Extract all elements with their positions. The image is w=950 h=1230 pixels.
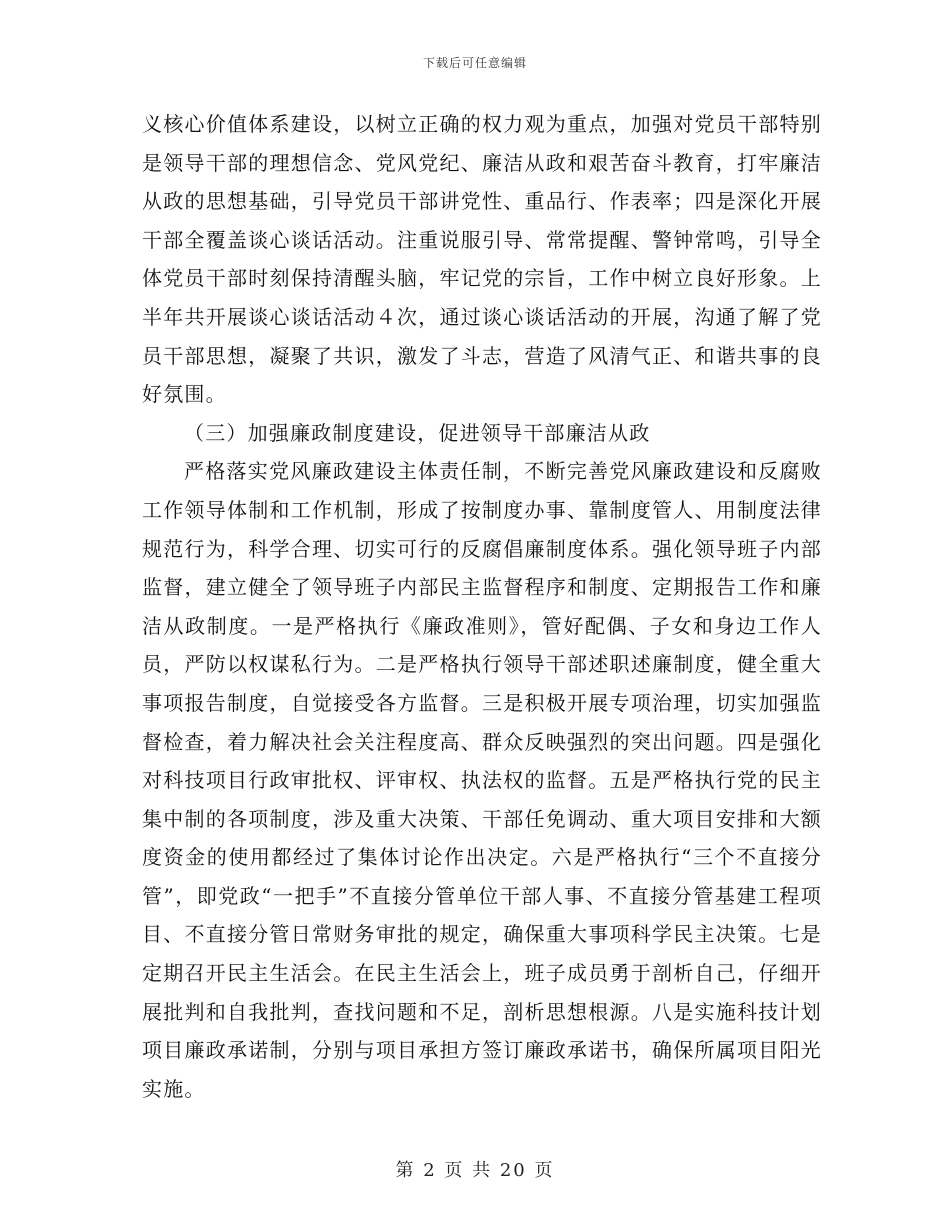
section-heading-3: （三）加强廉政制度建设，促进领导干部廉洁从政 [184,420,651,445]
document-body [142,105,822,1108]
header-note: 下载后可任意编辑 [422,56,527,70]
page-number-footer: 第 2 页 共 20 页 [395,1160,555,1181]
paragraph-clean-governance-system: 严格落实党风廉政建设主体责任制，不断完善党风廉政建设和反腐败工作领导体制和工作机制，形成了按制度办事、靠制度管人、用制度法律规范行为，科学合理、切实可行的反腐倡廉制度体系。强化领导班子内部监督，建立健全了领导班子内部民主监督程序和制度、定期报告工作和廉洁从政制度。一是严格执行《廉政准则》，管好配偶、子女和身边工作人员，严防以权谋私行为。二是严格执行领导干部述职述廉制度，健全重大事项报告制度，自觉接受各方监督。三是积极开展专项治理，切实加强监督检查，着力解决社会关注程度高、群众反映强烈的突出问题。四是强化对科技项目行政审批权、评审权、执法权的监督。五是严格执行党的民主集中制的各项制度，涉及重大决策、干部任免调动、重大项目安排和大额度资金的使用都经过了集体讨论作出决定。六是严格执行“三个不直接分管”，即党政“一把手”不直接分管单位干部人事、不直接分管基建工程项目、不直接分管日常财务审批的规定，确保重大事项科学民主决策。七是定期召开民主生活会。在民主生活会上，班子成员勇于剖析自己，仔细开展批判和自我批判，查找问题和不足，剖析思想根源。八是实施科技计划项目廉政承诺制，分别与项目承担方签订廉政承诺书，确保所属项目阳光实施。 [142,459,822,1101]
paragraph-continued-education: 义核心价值体系建设，以树立正确的权力观为重点，加强对党员干部特别是领导干部的理想信念、党风党纪、廉洁从政和艰苦奋斗教育，打牢廉洁从政的思想基础，引导党员干部讲党性、重品行、作表率；四是深化开展干部全覆盖谈心谈话活动。注重说服引导、常常提醒、警钟常鸣，引导全体党员干部时刻保持清醒头脑，牢记党的宗旨，工作中树立良好形象。上半年共开展谈心谈话活动４次，通过谈心谈话活动的开展，沟通了解了党员干部思想，凝聚了共识，激发了斗志，营造了风清气正、和谐共事的良好氛围。 [142,112,822,407]
